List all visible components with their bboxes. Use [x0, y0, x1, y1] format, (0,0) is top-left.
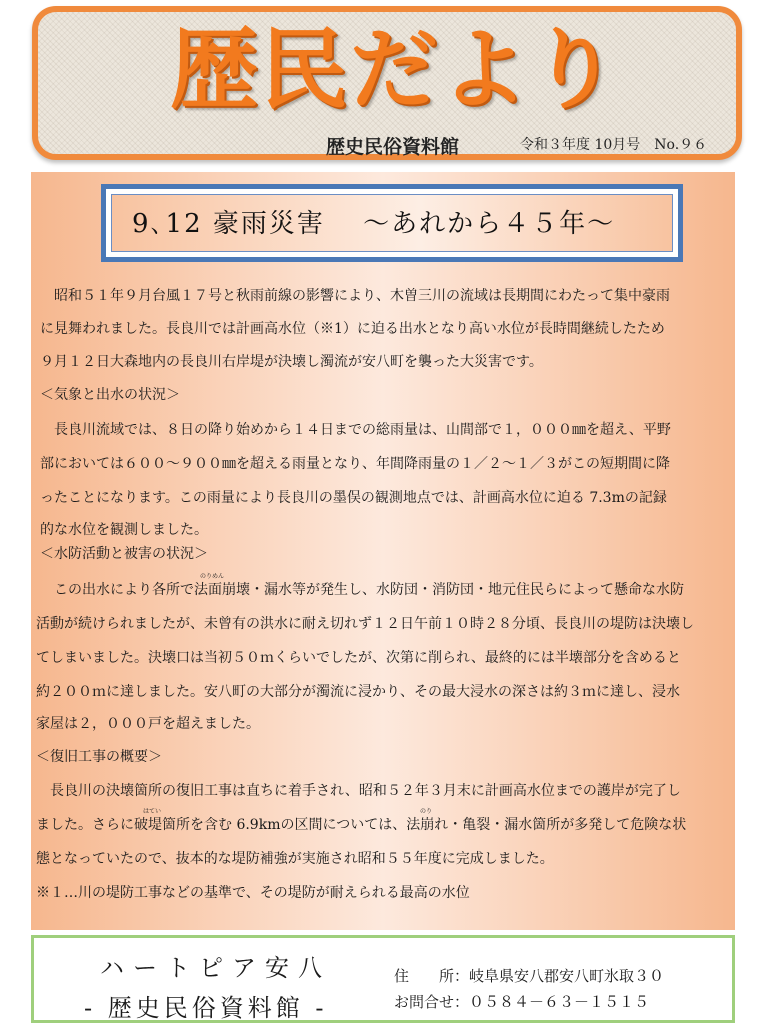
contact-phone: お問合せ：０５８４－６３－１５１５: [394, 993, 650, 1011]
article-line: 昭和５１年９月台風１７号と秋雨前線の影響により、木曽三川の流域は長期間にわたって集中豪雨: [40, 288, 670, 304]
address-text: 住 所：岐阜県安八郡安八町氷取３０: [394, 967, 665, 985]
article-line: ９月１２日大森地内の長良川右岸堤が決壊し濁流が安八町を襲った大災害です。: [40, 354, 543, 370]
article-line: 的な水位を観測しました。: [40, 522, 208, 538]
museum-name: 歴史民俗資料館: [326, 136, 460, 158]
article-line: 長良川流域では、８日の降り始めから１４日までの総雨量は、山間部で１，０００㎜を超え、平野: [40, 422, 671, 438]
article-title: 9､12 豪雨災害 ～あれから４５年～: [132, 209, 616, 239]
issue-number: 令和３年度 10月号 No.９６: [520, 137, 708, 153]
article-line: 約２００ｍに達しました。安八町の大部分が濁流に浸かり、その最大浸水の深さは約３ｍに達し、浸水: [36, 684, 680, 700]
footnote: ※１…川の堤防工事などの基準で、その堤防が耐えられる最高の水位: [36, 885, 470, 901]
article-title-box: [101, 184, 683, 262]
article-line: 部においては６００～９００㎜を超える雨量となり、年間降雨量の１／２～１／３がこの短期間に降: [40, 456, 670, 472]
museum-subname: - 歴史民俗資料館 -: [84, 994, 328, 1022]
article-line: に見舞われました。長良川では計画高水位（※1）に迫る出水となり高い水位が長時間継続したため: [40, 321, 665, 337]
article-line: ったことになります。この雨量により長良川の墨俣の観測地点では、計画高水位に迫る 7.3mの記録: [40, 490, 667, 506]
article-line: 長良川の決壊箇所の復旧工事は直ちに着手され、昭和５２年３月末に計画高水位までの護岸が完了し: [36, 783, 681, 799]
article-line: 活動が続けられましたが、未曾有の洪水に耐え切れず１２日午前１０時２８分頃、長良川の堤防は決壊し: [36, 616, 694, 632]
ruby-norimen: のりめん: [200, 573, 225, 580]
section-heading: ＜復旧工事の概要＞: [36, 749, 162, 765]
section-heading: ＜水防活動と被害の状況＞: [40, 546, 208, 562]
section-heading: ＜気象と出水の状況＞: [40, 387, 180, 403]
article-line: 家屋は２，０００戸を超えました。: [36, 716, 260, 732]
article-line: ました。さらに破堤箇所を含む 6.9kmの区間については、法崩れ・亀裂・漏水箇所が多発して危険な状: [36, 817, 687, 833]
ruby-hatei: はてい: [143, 808, 162, 815]
article-panel: [31, 172, 735, 930]
header-banner: [32, 6, 742, 160]
newsletter-title: 歴民だより: [170, 18, 621, 121]
article-line: 態となっていたので、抜本的な堤防補強が実施され昭和５５年度に完成しました。: [36, 851, 554, 867]
ruby-nori: のり: [420, 808, 433, 815]
article-line: この出水により各所で法面崩壊・漏水等が発生し、水防団・消防団・地元住民らによって懸命な水防: [40, 582, 684, 598]
footer-box: [31, 935, 735, 1023]
facility-name: ハートピア安八: [100, 954, 331, 982]
article-line: てしまいました。決壊口は当初５０ｍくらいでしたが、次第に削られ、最終的には半壊部分を含めると: [36, 650, 681, 666]
article-title-inner: [111, 194, 673, 252]
